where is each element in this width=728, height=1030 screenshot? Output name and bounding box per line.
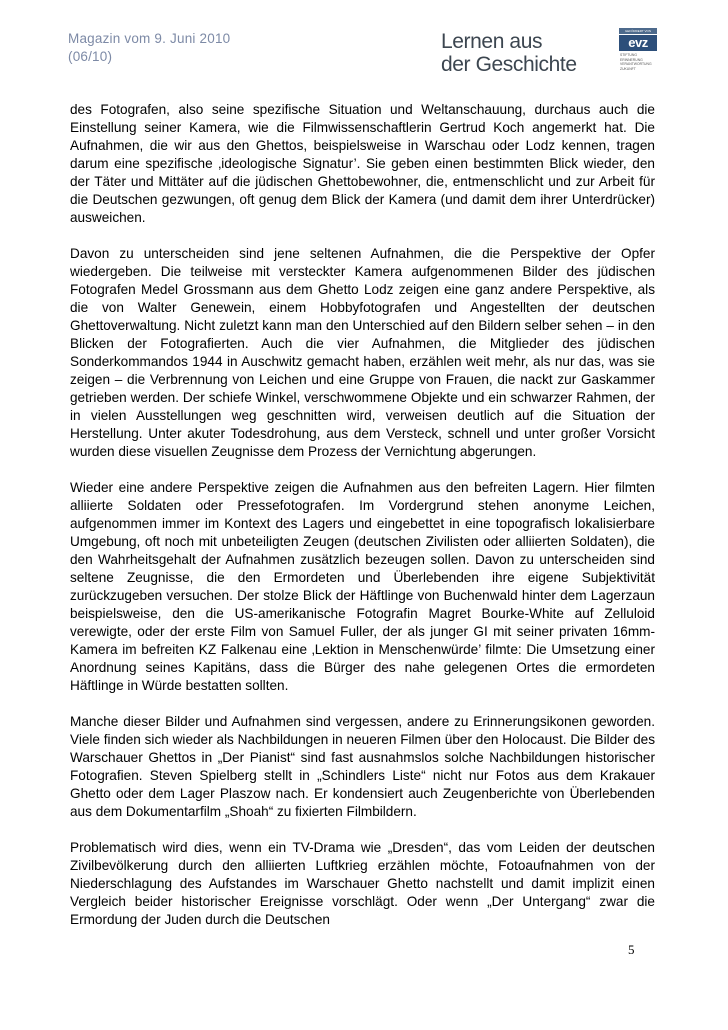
paragraph: des Fotografen, also seine spezifische Situation und Weltanschauung, durchaus auch die Einstellung seiner Kamera, wie die Filmwissenschaftlerin Gertrud Koch angemerkt hat. Die Aufnahmen, die wir aus den Ghettos, beispielsweise in Warschau oder Lodz kennen, tragen darum eine spezifische ‚ideologische Signatur’. Sie geben einen bestimmten Blick wieder, den der Täter und Mittäter auf die jüdischen Ghettobewohner, die, entmenschlicht und zur Arbeit für die Deutschen gezwungen, oft genug dem Blick der Kamera (und damit dem ihrer Unterdrücker) ausweichen. bbox=[70, 102, 655, 225]
logo-sub-line: STIFTUNG bbox=[620, 53, 637, 57]
brand-title bbox=[441, 30, 577, 76]
logo-sub-line: VERANTWORTUNG bbox=[620, 62, 652, 66]
paragraph: Manche dieser Bilder und Aufnahmen sind vergessen, andere zu Erinnerungsikonen geworden. Viele finden sich wieder als Nachbildungen in neueren Filmen über den Holocaust. Die Bilder des Warschauer Ghettos in „Der Pianist“ sind fast ausnahmslos solche Nachbildungen historischer Fotografien. Steven Spielberg stellt in „Schindlers Liste“ nicht nur Fotos aus dem Krakauer Ghetto oder dem Lager Plaszow nach. Er kondensiert auch Zeugenberichte von Überlebenden aus dem Dokumentarfilm „Shoah“ zu fixierten Filmbildern. bbox=[70, 714, 655, 819]
brand-line-2: der Geschichte bbox=[441, 53, 577, 76]
page-number: 5 bbox=[628, 942, 635, 957]
logo-subtext bbox=[620, 53, 656, 71]
issue-number: (06/10) bbox=[68, 49, 113, 64]
article-body bbox=[70, 101, 655, 947]
logo-mark: evz bbox=[619, 35, 657, 51]
logo-sub-line: ZUKUNFT bbox=[620, 66, 636, 71]
paragraph: Wieder eine andere Perspektive zeigen die Aufnahmen aus den befreiten Lagern. Hier filmten alliierte Soldaten oder Pressefotografen. Im Vordergrund stehen anonyme Leichen, aufgenommen immer im Kontext des Lagers und eingebettet in eine topografisch lokalisierbare Umgebung, oft noch mit unbeteiligten Zeugen (deutschen Zivilisten oder alliierten Soldaten), die den Wahrheitsgehalt der Aufnahmen zusätzlich bezeugen sollen. Davon zu unterscheiden sind seltene Zeugnisse, die den Ermordeten und Überlebenden ihre eigene Subjektivität zurückzugeben versuchen. Der stolze Blick der Häftlinge von Buchenwald hinter dem Lagerzaun beispielsweise, den die US-amerikanische Fotografin Magret Bourke-White auf Zelluloid verewigte, oder der erste Film von Samuel Fuller, der als junger GI mit seiner privaten 16mm-Kamera im befreiten KZ Falkenau eine ‚Lektion in Menschenwürde’ filmte: Die Umsetzung einer Anordnung seines Kapitäns, dass die Bürger des nahe gelegenen Ortes die ermordeten Häftlinge in Würde bestatten sollten. bbox=[70, 480, 655, 693]
paragraph: Problematisch wird dies, wenn ein TV-Drama wie „Dresden“, das vom Leiden der deutschen Zivilbevölkerung durch den alliierten Luftkrieg erzählen möchte, Fotoaufnahmen von der Niederschlagung des Aufstandes im Warschauer Ghetto nachstellt und damit implizit einen Vergleich beider historischer Ereignisse vorschlägt. Oder wenn „Der Untergang“ zwar die Ermordung der Juden durch die Deutschen bbox=[70, 840, 655, 927]
issue-date: Magazin vom 9. Juni 2010 bbox=[68, 31, 231, 46]
issue-info bbox=[68, 30, 230, 66]
logo-sub-line: ERINNERUNG bbox=[620, 57, 643, 62]
evz-logo bbox=[619, 28, 657, 76]
brand-line-1: Lernen aus bbox=[441, 30, 543, 53]
page-header bbox=[0, 0, 728, 90]
paragraph: Davon zu unterscheiden sind jene seltenen Aufnahmen, die die Perspektive der Opfer wiedergeben. Die teilweise mit versteckter Kamera aufgenommenen Bilder des jüdischen Fotografen Medel Grossmann aus dem Ghetto Lodz zeigen eine ganz andere Perspektive, als die von Walter Genewein, einem Hobbyfotografen und Angestellten der deutschen Ghettoverwaltung. Nicht zuletzt kann man den Unterschied auf den Bildern selber sehen – in den Blicken der Fotografierten. Auch die vier Aufnahmen, die Mitglieder des jüdischen Sonderkommandos 1944 in Auschwitz gemacht haben, erzählen weit mehr, als nur das, was sie zeigen – die Verbrennung von Leichen und eine Gruppe von Frauen, die nackt zur Gaskammer getrieben werden. Der schiefe Winkel, verschwommene Objekte und ein schwarzer Rahmen, der in vielen Ausstellungen weg geschnitten wird, verweisen deutlich auf die Situation der Herstellung. Unter akuter Todesdrohung, aus dem Versteck, schnell und unter großer Vorsicht wurden diese visuellen Zeugnisse dem Prozess der Vernichtung abgerungen. bbox=[70, 246, 655, 459]
logo-supported-by: GEFÖRDERT VON bbox=[619, 28, 657, 34]
